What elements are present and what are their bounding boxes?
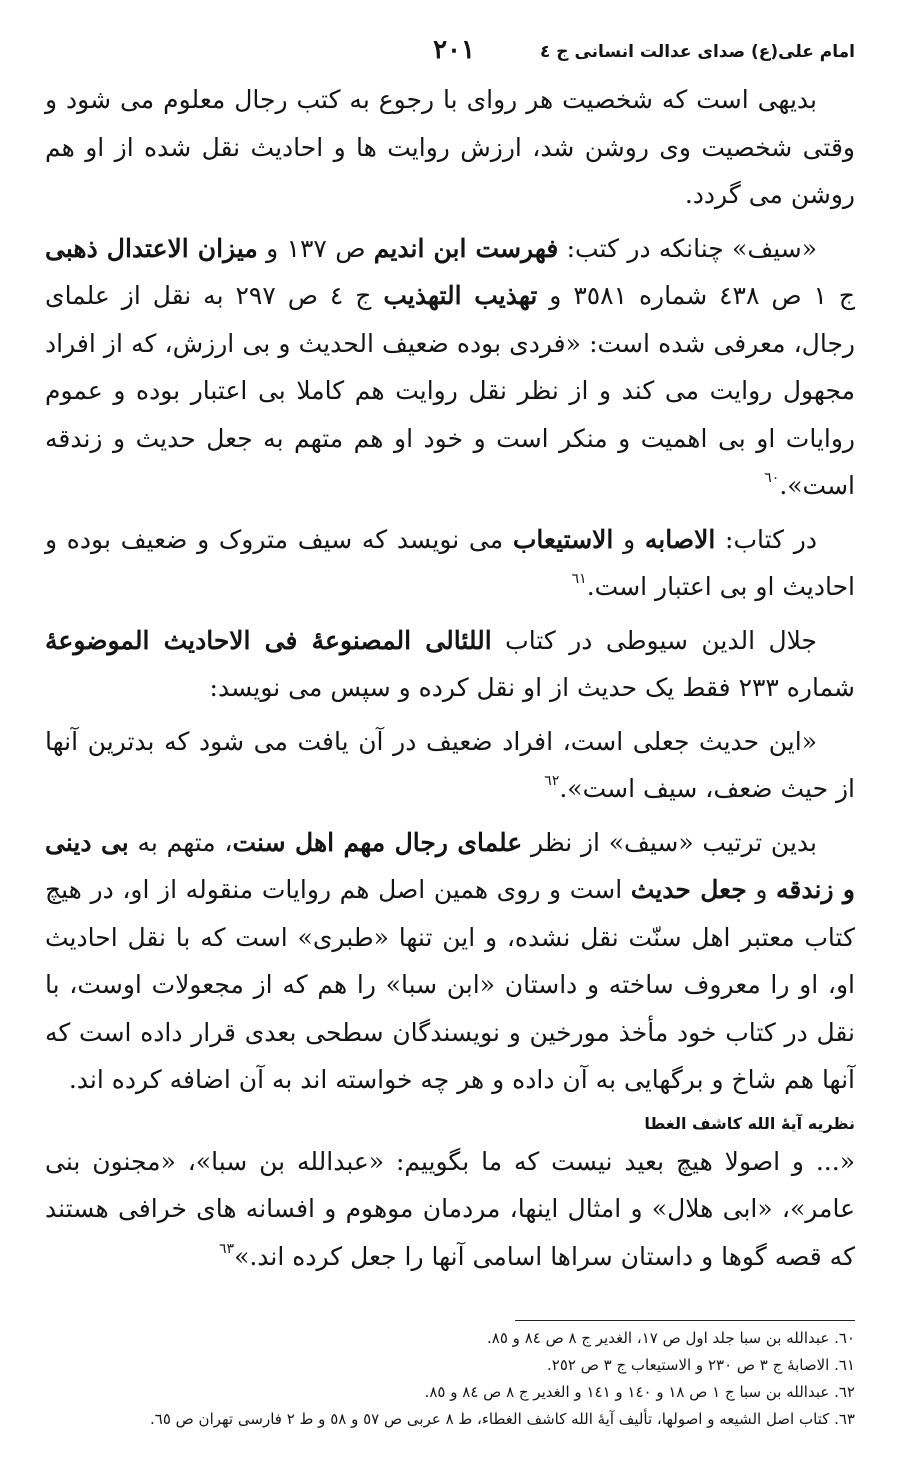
paragraph-7-text: «... و اصولا هیچ بعید نیست که ما بگوییم: «عبدالله بن سبا»، «مجنون بنی عامر»، «ابی هلال» و امثال اینها، مردمان موهوم و افسانه های خرافی هستند که قصه گوها و داستان سراها اسامی آنها را جعل کرده اند.» — [45, 1146, 855, 1271]
paragraph-1 — [45, 76, 855, 219]
running-title: امام علی(ع) صدای عدالت انسانی ج ٤ — [539, 42, 855, 62]
paragraph-3-text-a: در کتاب: — [715, 524, 818, 554]
paragraph-4-text-c: شماره ٢٣٣ فقط یک حدیث از او نقل کرده و سپس می نویسد: — [209, 673, 855, 702]
footnote-60: ٦٠. عبدالله بن سبا جلد اول ص ١٧، الغدیر ج ٨ ص ٨٤ و ٨٥. — [487, 1329, 855, 1347]
footnote-61: ٦١. الاصابهٔ ج ٣ ص ٢٣٠ و الاستیعاب ج ٣ ص ٢٥٢. — [546, 1356, 855, 1374]
footnotes — [45, 1325, 855, 1433]
footnote-ref-60[interactable]: ٦٠ — [764, 470, 780, 486]
section-heading: نظریه آیهٔ الله کاشف الغطا — [644, 1113, 855, 1133]
book-title-laali: اللئالی المصنوعهٔ فی الاحادیث الموضوعهٔ — [45, 625, 492, 655]
paragraph-4-text-a: جلال الدین سیوطی در کتاب — [491, 625, 818, 655]
paragraph-1-text: بدیهی است که شخصیت هر روای با رجوع به کتب رجال معلوم می شود و وقتی شخصیت وی روشن شد، ارزش روایت ها و احادیث نقل شده از او هم روشن می گردد. — [45, 85, 855, 209]
paragraph-6 — [45, 819, 855, 1104]
page-header — [45, 30, 855, 76]
page-number: ٢٠١ — [433, 35, 475, 65]
book-title-mizan: میزان الاعتدال ذهبی — [45, 233, 258, 263]
book-title-fihrist: فهرست ابن اندیم — [373, 233, 559, 263]
paragraph-7-quote — [45, 1138, 855, 1281]
paragraph-2-text-d: ج ١ ص ٤٣٨ شماره ٣٥٨١ و — [537, 281, 855, 310]
footnote-divider — [515, 1320, 855, 1321]
paragraph-6-text-e: است و روی همین اصل هم روایات منقوله از او، در هیچ کتاب معتبر اهل سنّت نقل نشده، و این تنها «طبری» است که با نقل احادیث او، او را معروف ساخته و داستان «ابن سبا» را هم که از مجعولات اوست، با نقل در کتاب خود مأخذ مورخین و نویسندگان سطحی بعدی قرار داده است که آنها هم شاخ و برگهایی به آن داده و هر چه خواسته اند به آن اضافه کرده اند. — [45, 875, 855, 1094]
footnote-ref-63[interactable]: ٦٣ — [219, 1240, 235, 1257]
footnote-ref-62[interactable]: ٦٢ — [544, 773, 560, 789]
book-title-istiab: الاستیعاب — [512, 524, 614, 554]
paragraph-2-text-e: ج ٤ ص ٢٩٧ به نقل از علمای رجال، معرفی شده است: «فردی بوده ضعیف الحدیث و بی ارزش، که از افراد مجهول روایت می کند و از نظر نقل روایت هم کاملا بی اعتبار بوده و عموم روایات او بی اهمیت و منکر است و خود او هم متهم به جعل حدیث و زندقه است». — [45, 281, 855, 500]
paragraph-2-text-c: ص ١٣٧ و — [257, 233, 374, 263]
paragraph-6-text-a: بدین ترتیب «سیف» از نظر — [522, 827, 817, 857]
paragraph-6-text-d: و — [746, 875, 777, 904]
paragraph-5-quote — [45, 718, 855, 813]
footnote-62: ٦٢. عبدالله بن سبا ج ١ ص ١٨ و ١٤٠ و ١٤١ و الغدیر ج ٨ ص ٨٤ و ٨٥. — [424, 1383, 855, 1401]
book-title-tahdhib: تهذیب التهذیب — [383, 281, 538, 310]
paragraph-3-text-d: می نویسد که سیف متروک و ضعیف بوده و احادیث او بی اعتبار است. — [45, 524, 855, 601]
paragraph-3-text-c: و — [613, 524, 645, 554]
document-page — [45, 30, 855, 1459]
emphasis-hadith-forgery: جعل حدیث — [630, 875, 747, 904]
paragraph-6-text-c: ، متهم به — [128, 827, 233, 857]
paragraph-4 — [45, 617, 855, 712]
book-title-isabah: الاصابه — [644, 524, 716, 554]
paragraph-2-text-a: «سیف» چنانکه در کتب: — [558, 233, 818, 263]
footnote-ref-61[interactable]: ٦١ — [571, 571, 587, 587]
emphasis-irreligion: بی دینی و زندقه — [45, 827, 855, 904]
emphasis-rijal-scholars: علمای رجال مهم اهل سنت — [232, 827, 523, 857]
paragraph-2 — [45, 225, 855, 510]
footnote-63: ٦٣. کتاب اصل الشیعه و اصولها، تألیف آیهٔ الله کاشف الغطاء، ط ٨ عربی ص ٥٧ و ٥٨ و ط ٢ فارسی تهران ص ٦٥. — [149, 1410, 855, 1428]
paragraph-3 — [45, 516, 855, 611]
paragraph-5-text: «این حدیث جعلی است، افراد ضعیف در آن یافت می شود که بدترین آنها از حیث ضعف، سیف است». — [45, 726, 855, 803]
